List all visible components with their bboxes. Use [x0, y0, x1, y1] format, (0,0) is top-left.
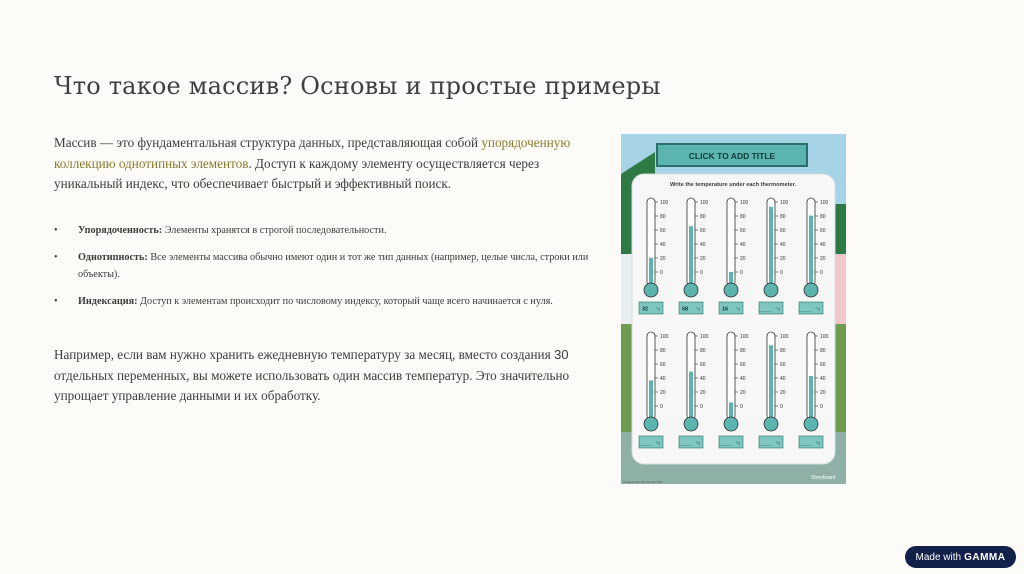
answer-unit: °c — [655, 440, 661, 446]
thermometer-bulb — [764, 417, 778, 431]
scale-label: 40 — [740, 376, 746, 382]
thermometer-liquid — [809, 376, 813, 420]
worksheet-svg — [621, 134, 846, 484]
scale-label: 60 — [740, 362, 746, 368]
scale-label: 60 — [820, 228, 826, 234]
thermometer-bulb — [644, 417, 658, 431]
answer-unit: °c — [815, 440, 821, 446]
scale-label: 20 — [820, 256, 826, 262]
worksheet-instruction: Write the temperature under each thermometer. — [669, 182, 797, 188]
scale-label: 40 — [820, 242, 826, 248]
scale-label: 40 — [780, 242, 786, 248]
thermometer-bulb — [684, 283, 698, 297]
scale-label: 60 — [700, 228, 706, 234]
scale-label: 100 — [700, 334, 709, 340]
answer-unit: °c — [815, 306, 821, 312]
answer-value: ____ — [798, 440, 812, 447]
scale-label: 80 — [740, 348, 746, 354]
answer-value: ____ — [758, 440, 772, 447]
answer-value: 32 — [641, 306, 649, 313]
example-number: 30 — [553, 347, 569, 362]
scale-label: 80 — [660, 214, 666, 220]
scale-label: 40 — [700, 242, 706, 248]
bullet-text: Элементы хранятся в строгой последовательности. — [162, 225, 387, 236]
badge-brand: GAMMA — [964, 551, 1006, 563]
thermometer-bulb — [764, 283, 778, 297]
scale-label: 100 — [780, 334, 789, 340]
answer-unit: °c — [655, 306, 661, 312]
scale-label: 80 — [700, 348, 706, 354]
thermometer-worksheet-image — [621, 134, 846, 484]
scale-label: 100 — [740, 334, 749, 340]
scale-label: 60 — [820, 362, 826, 368]
scale-label: 40 — [820, 376, 826, 382]
bullet-text: Все элементы массива обычно имеют один и тот же тип данных (например, целые числа, строки или объекты). — [78, 252, 589, 280]
bullet-term: Однотипность: — [78, 252, 148, 263]
made-with-gamma-badge[interactable] — [905, 546, 1016, 568]
scale-label: 20 — [780, 390, 786, 396]
scale-label: 40 — [660, 376, 666, 382]
answer-unit: °c — [775, 306, 781, 312]
scale-label: 20 — [740, 390, 746, 396]
scale-label: 80 — [700, 214, 706, 220]
scale-label: 20 — [740, 256, 746, 262]
scale-label: 60 — [660, 228, 666, 234]
bullet-text: Доступ к элементам происходит по числовому индексу, который чаще всего начинается с нуля. — [137, 296, 553, 307]
scale-label: 100 — [660, 334, 669, 340]
scale-label: 100 — [660, 200, 669, 206]
scale-label: 0 — [740, 270, 743, 276]
scale-label: 40 — [740, 242, 746, 248]
scale-label: 0 — [700, 404, 703, 410]
scale-label: 80 — [780, 348, 786, 354]
bullet-term: Упорядоченность: — [78, 225, 163, 236]
answer-value: ____ — [718, 440, 732, 447]
scale-label: 0 — [740, 404, 743, 410]
scale-label: 20 — [660, 390, 666, 396]
scale-label: 100 — [780, 200, 789, 206]
thermometer-bulb — [644, 283, 658, 297]
scale-label: 60 — [780, 362, 786, 368]
badge-prefix: Made with — [915, 551, 962, 563]
scale-label: 60 — [740, 228, 746, 234]
answer-value: 16 — [721, 306, 729, 313]
thermometer-bulb — [684, 417, 698, 431]
bullet-marker: • — [54, 296, 58, 307]
thermometer-liquid — [649, 380, 653, 420]
scale-label: 0 — [700, 270, 703, 276]
scale-label: 80 — [780, 214, 786, 220]
bullet-marker: • — [54, 252, 58, 263]
example-paragraph — [54, 345, 584, 407]
scale-label: 100 — [700, 200, 709, 206]
scale-label: 60 — [660, 362, 666, 368]
storyboard-logo-text: Storyboard — [811, 475, 836, 481]
scale-label: 0 — [780, 404, 783, 410]
page-title: Что такое массив? Основы и простые примеры — [54, 72, 661, 100]
intro-paragraph — [54, 133, 579, 195]
scale-label: 60 — [700, 362, 706, 368]
scale-label: 80 — [820, 214, 826, 220]
intro-text-start: Массив — это фундаментальная структура данных, представляющая собой — [54, 135, 482, 150]
bullet-term: Индексация: — [78, 296, 138, 307]
bullet-list — [54, 222, 609, 320]
bullet-item — [54, 249, 609, 283]
thermometer-bulb — [724, 417, 738, 431]
scale-label: 0 — [660, 404, 663, 410]
example-text-end: отдельных переменных, вы можете использовать один массив температур. Это значительно упрощает управление данными и их обработку. — [54, 367, 570, 403]
answer-unit: °c — [735, 440, 741, 446]
thermometer-bulb — [804, 283, 818, 297]
answer-unit: °c — [695, 440, 701, 446]
scale-label: 0 — [820, 270, 823, 276]
thermometer-liquid — [809, 216, 813, 286]
answer-value: ____ — [638, 440, 652, 447]
answer-value: ____ — [798, 306, 812, 313]
intro-highlight: упорядоченную коллекцию однотипных элементов — [54, 135, 571, 171]
scale-label: 0 — [780, 270, 783, 276]
scale-label: 40 — [700, 376, 706, 382]
answer-unit: °c — [775, 440, 781, 446]
scale-label: 80 — [820, 348, 826, 354]
bullet-item — [54, 222, 609, 239]
bullet-item — [54, 293, 609, 310]
answer-value: ____ — [678, 440, 692, 447]
scale-label: 80 — [660, 348, 666, 354]
thermometer-bulb — [724, 283, 738, 297]
scale-label: 20 — [780, 256, 786, 262]
scale-label: 100 — [820, 334, 829, 340]
thermometer-bulb — [804, 417, 818, 431]
answer-unit: °c — [735, 306, 741, 312]
scale-label: 100 — [820, 200, 829, 206]
scale-label: 20 — [700, 256, 706, 262]
answer-unit: °c — [695, 306, 701, 312]
scale-label: 40 — [780, 376, 786, 382]
thermometer-liquid — [689, 372, 693, 420]
scale-label: 0 — [820, 404, 823, 410]
scale-label: 60 — [780, 228, 786, 234]
answer-value: 68 — [681, 306, 689, 313]
example-text-start: Например, если вам нужно хранить ежедневную температуру за месяц, вместо создания — [54, 347, 554, 362]
credit-text: Created with Storyboard That — [623, 480, 663, 484]
intro-text-end: . Доступ к каждому элементу осуществляется через уникальный индекс, что обеспечивает быстрый и эффективный поиск. — [54, 155, 540, 191]
thermometer-liquid — [769, 207, 773, 286]
scale-label: 20 — [660, 256, 666, 262]
thermometer-liquid — [689, 226, 693, 286]
bullet-marker: • — [54, 225, 58, 236]
scale-label: 0 — [660, 270, 663, 276]
thermometer-liquid — [649, 258, 653, 286]
title-button-label: CLICK TO ADD TITLE — [688, 151, 776, 161]
scale-label: 40 — [660, 242, 666, 248]
scale-label: 80 — [740, 214, 746, 220]
answer-value: ____ — [758, 306, 772, 313]
scale-label: 20 — [820, 390, 826, 396]
scale-label: 20 — [700, 390, 706, 396]
scale-label: 100 — [740, 200, 749, 206]
thermometer-liquid — [769, 345, 773, 420]
